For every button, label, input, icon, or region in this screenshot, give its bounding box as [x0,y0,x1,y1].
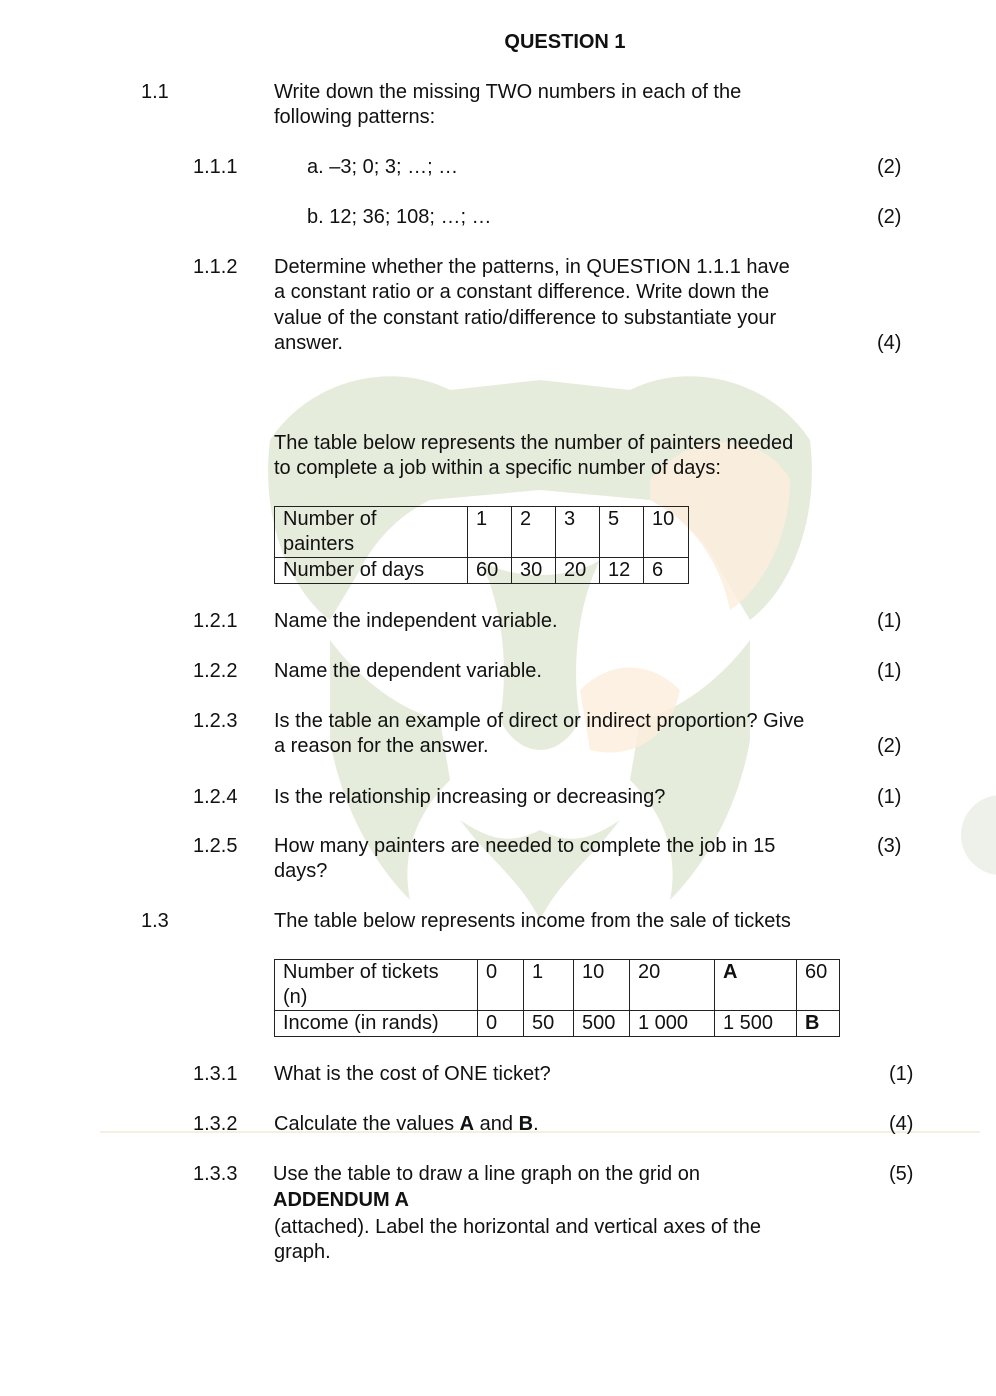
marks: (2) [877,206,902,228]
question-text [274,1112,539,1137]
question-number: 1.1 [141,81,169,103]
question-number: 1.2.2 [193,660,238,682]
table-header-cell: Income (in rands) [275,1011,478,1037]
question-text: answer. [274,332,343,354]
table-row [275,507,689,558]
table-header-cell [275,960,478,1011]
table-cell: 0 [478,1011,524,1037]
cell-text: painters [283,533,355,555]
marks: (3) [877,835,902,857]
table-cell: 30 [512,558,556,584]
table-cell: 6 [644,558,689,584]
question-number: 1.3.2 [193,1113,238,1135]
pattern-a: a. –3; 0; 3; …; … [307,156,459,178]
table-cell: B [797,1011,840,1037]
question-text: graph. [274,1241,331,1263]
table-cell: 10 [644,507,689,558]
table-cell: 2 [512,507,556,558]
question-number: 1.1.1 [193,156,238,178]
table-header-cell: Number of days [275,558,468,584]
marks: (4) [877,332,902,354]
table-cell: 3 [556,507,600,558]
table-cell: 1 500 [715,1011,797,1037]
question-text: (attached). Label the horizontal and vertical axes of the [274,1216,761,1238]
table-cell: 5 [600,507,644,558]
text-segment: Calculate the values [274,1113,460,1135]
table-row [275,1011,840,1037]
watermark-edge [956,790,996,880]
question-number: 1.3 [141,910,169,932]
table-cell: 20 [630,960,715,1011]
question-text: a constant ratio or a constant difference. Write down the [274,281,770,303]
marks: (1) [877,610,902,632]
marks: (1) [889,1063,914,1085]
table-intro: The table below represents income from the sale of tickets [274,910,791,932]
question-number: 1.1.2 [193,256,238,278]
table-intro: The table below represents the number of painters needed [274,432,794,454]
question-text: Name the dependent variable. [274,660,542,682]
table-cell: 1 [524,960,574,1011]
table-cell: 50 [524,1011,574,1037]
marks: (2) [877,156,902,178]
question-text: Write down the missing TWO numbers in each of the [274,81,742,103]
table-cell: 500 [574,1011,630,1037]
question-text: a reason for the answer. [274,735,489,757]
table-cell: 60 [797,960,840,1011]
marks: (4) [889,1113,914,1135]
text-segment: . [533,1113,539,1135]
question-text: following patterns: [274,106,436,128]
painters-table [274,506,689,584]
table-row [275,558,689,584]
question-number: 1.2.4 [193,786,238,808]
question-text: days? [274,860,328,882]
question-number: 1.2.3 [193,710,238,732]
pattern-b: b. 12; 36; 108; …; … [307,206,492,228]
marks: (1) [877,660,902,682]
cell-text: Number of [283,508,377,530]
question-number: 1.2.5 [193,835,238,857]
table-header-cell [275,507,468,558]
question-number: 1.3.3 [193,1163,238,1185]
marks: (1) [877,786,902,808]
value-label-b: B [518,1113,534,1135]
table-cell: 12 [600,558,644,584]
table-cell: 0 [478,960,524,1011]
question-number: 1.2.1 [193,610,238,632]
text-segment: and [474,1113,519,1135]
addendum-label: ADDENDUM A [273,1189,409,1211]
question-text: Name the independent variable. [274,610,558,632]
question-text: Is the relationship increasing or decreasing? [274,786,666,808]
cell-text: (n) [283,986,308,1008]
marks: (5) [889,1163,914,1185]
table-cell: 20 [556,558,600,584]
cell-text: Number of tickets [283,961,439,983]
question-text: Determine whether the patterns, in QUESTION 1.1.1 have [274,256,790,278]
table-cell: 1 [468,507,512,558]
table-cell: A [715,960,797,1011]
page-title: QUESTION 1 [504,31,626,53]
table-cell: 1 000 [630,1011,715,1037]
table-cell: 60 [468,558,512,584]
tickets-table [274,959,840,1037]
table-cell: 10 [574,960,630,1011]
table-row [275,960,840,1011]
question-number: 1.3.1 [193,1063,238,1085]
question-text: Is the table an example of direct or indirect proportion? Give [274,710,805,732]
question-text: What is the cost of ONE ticket? [274,1063,551,1085]
table-intro: to complete a job within a specific number of days: [274,457,721,479]
question-text: How many painters are needed to complete the job in 15 [274,835,776,857]
marks: (2) [877,735,902,757]
question-text: value of the constant ratio/difference to substantiate your [274,307,777,329]
question-text: Use the table to draw a line graph on the grid on [273,1163,700,1185]
value-label-a: A [459,1113,475,1135]
